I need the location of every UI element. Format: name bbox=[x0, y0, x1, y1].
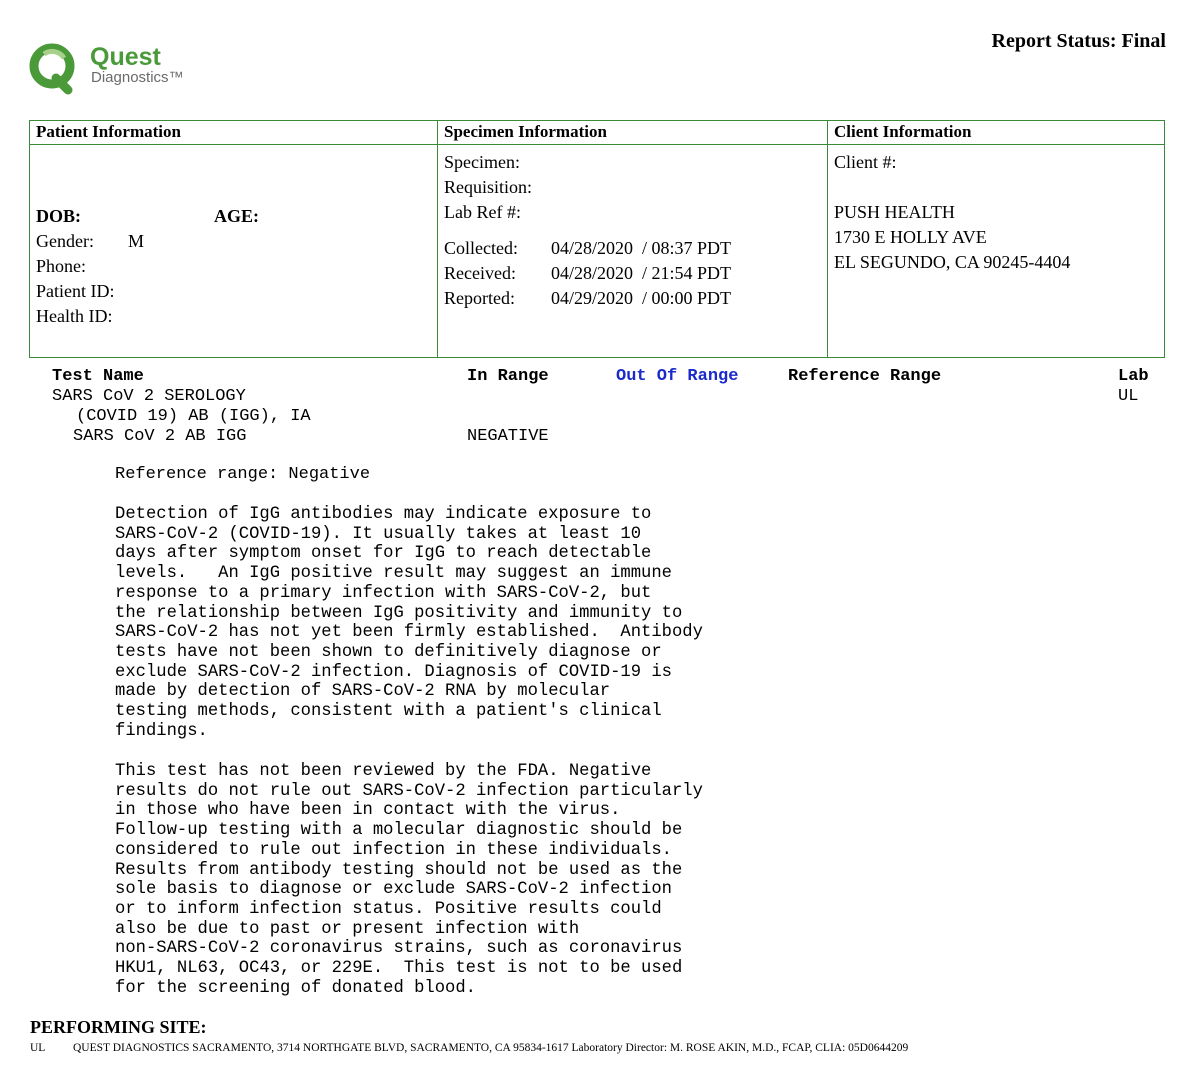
col-header-in-range: In Range bbox=[467, 367, 549, 386]
received-label: Received: bbox=[444, 263, 516, 283]
collected-label: Collected: bbox=[444, 238, 518, 258]
lab-ref-label: Lab Ref #: bbox=[444, 202, 521, 222]
specimen-info-column bbox=[438, 121, 828, 357]
requisition-label: Requisition: bbox=[444, 177, 533, 197]
client-address-line2: EL SEGUNDO, CA 90245-4404 bbox=[834, 252, 1071, 272]
patient-info-title: Patient Information bbox=[30, 121, 437, 145]
received-value: 04/28/2020 / 21:54 PDT bbox=[551, 263, 732, 283]
performing-site-code: UL bbox=[30, 1042, 46, 1054]
client-info-title: Client Information bbox=[828, 121, 1164, 145]
col-header-lab: Lab bbox=[1118, 367, 1149, 386]
report-status: Report Status: Final bbox=[991, 30, 1166, 52]
reported-value: 04/29/2020 / 00:00 PDT bbox=[551, 288, 732, 308]
quest-diagnostics-logo bbox=[28, 40, 198, 96]
col-header-out-of-range: Out Of Range bbox=[616, 367, 739, 386]
age-label: AGE: bbox=[214, 206, 259, 226]
health-id-label: Health ID: bbox=[36, 306, 113, 326]
subtest-name: SARS CoV 2 AB IGG bbox=[73, 427, 247, 446]
interpretation-paragraph-2: This test has not been reviewed by the FDA. Negative results do not rule out SARS-CoV-2 infection particularly in those who have been in contact with the virus. Follow-up testing with a molecular diagnostic should be considered to rule out infection in these individuals. Results from antibody testing should not be used as the sole basis to diagnose or exclude SARS-CoV-2 infection or to inform infection status. Positive results could also be due to past or present infection with non-SARS-CoV-2 coronavirus strains, such as coronavirus HKU1, NL63, OC43, or 229E. This test is not to be used for the screening of donated blood. bbox=[115, 762, 703, 998]
patient-info-column bbox=[30, 121, 438, 357]
quest-q-icon bbox=[28, 40, 84, 96]
logo-brand-text: Quest bbox=[90, 43, 161, 71]
col-header-test-name: Test Name bbox=[52, 367, 144, 386]
specimen-label: Specimen: bbox=[444, 152, 520, 172]
reported-label: Reported: bbox=[444, 288, 515, 308]
client-address-line1: 1730 E HOLLY AVE bbox=[834, 227, 987, 247]
patient-id-label: Patient ID: bbox=[36, 281, 115, 301]
logo-sub-text: Diagnostics™ bbox=[91, 69, 184, 86]
dob-label: DOB: bbox=[36, 206, 81, 226]
test-name-line2: (COVID 19) AB (IGG), IA bbox=[76, 407, 311, 426]
phone-label: Phone: bbox=[36, 256, 87, 276]
lab-code: UL bbox=[1118, 387, 1139, 406]
client-number-label: Client #: bbox=[834, 152, 897, 172]
performing-site-details: QUEST DIAGNOSTICS SACRAMENTO, 3714 NORTHGATE BLVD, SACRAMENTO, CA 95834-1617 Laboratory Director: M. ROSE AKIN, M.D., FCAP, CLIA: 05D0644209 bbox=[73, 1042, 909, 1054]
specimen-info-title: Specimen Information bbox=[438, 121, 827, 145]
subtest-result: NEGATIVE bbox=[467, 427, 549, 446]
collected-value: 04/28/2020 / 08:37 PDT bbox=[551, 238, 732, 258]
performing-site-title: PERFORMING SITE: bbox=[30, 1017, 207, 1037]
gender-value: M bbox=[128, 231, 145, 251]
info-table bbox=[29, 120, 1165, 358]
reference-range-text: Reference range: Negative bbox=[115, 465, 371, 484]
client-info-column bbox=[828, 121, 1164, 357]
client-name: PUSH HEALTH bbox=[834, 202, 955, 222]
gender-label: Gender: bbox=[36, 231, 94, 251]
test-name-line1: SARS CoV 2 SEROLOGY bbox=[52, 387, 246, 406]
interpretation-paragraph-1: Detection of IgG antibodies may indicate exposure to SARS-CoV-2 (COVID-19). It usually takes at least 10 days after symptom onset for IgG to reach detectable levels. An IgG positive result may suggest an immune response to a primary infection with SARS-CoV-2, but the relationship between IgG positivity and immunity to SARS-CoV-2 has not yet been firmly established. Antibody tests have not been shown to definitively diagnose or exclude SARS-CoV-2 infection. Diagnosis of COVID-19 is made by detection of SARS-CoV-2 RNA by molecular testing methods, consistent with a patient's clinical findings. bbox=[115, 505, 703, 741]
col-header-reference-range: Reference Range bbox=[788, 367, 942, 386]
